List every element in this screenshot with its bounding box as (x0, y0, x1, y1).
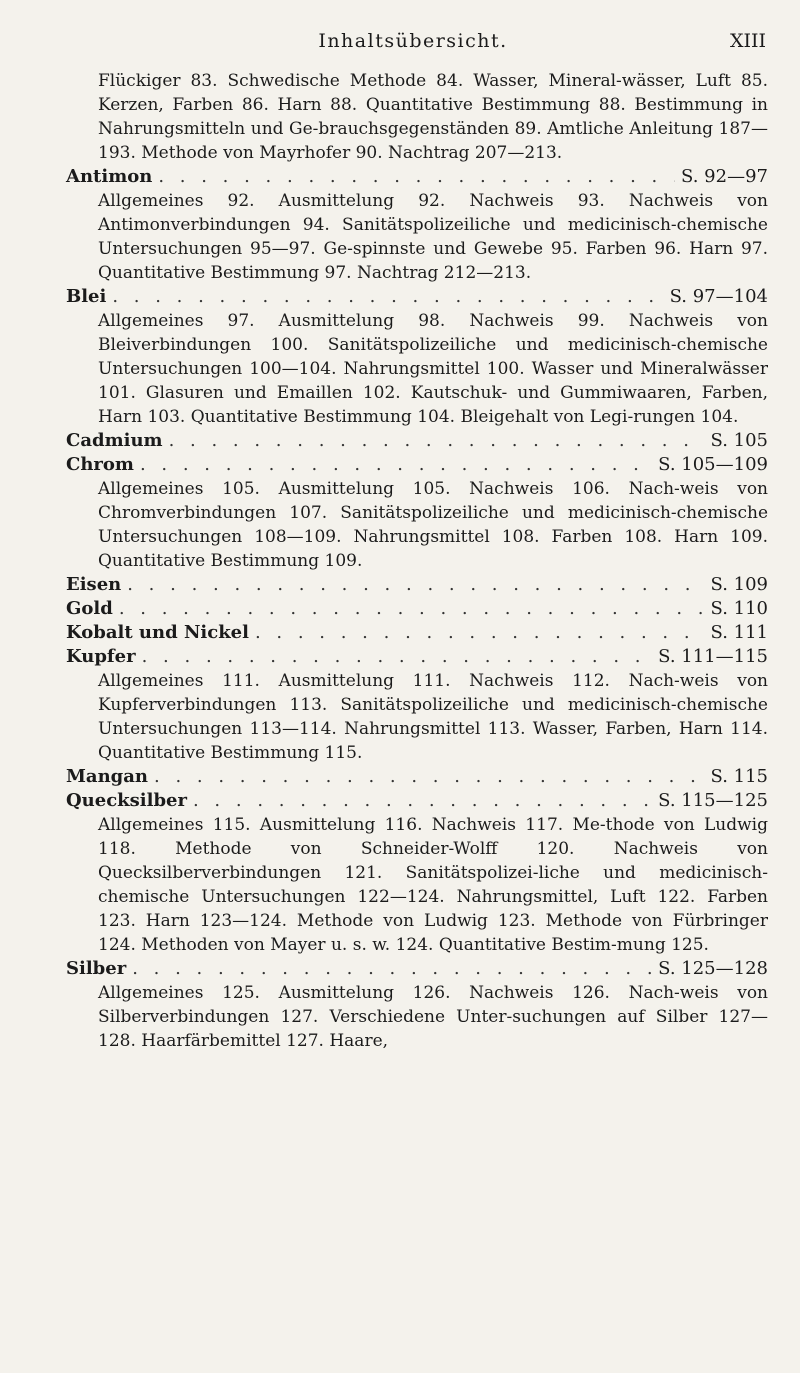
toc-entry (66, 285, 768, 429)
continued-paragraph (66, 69, 768, 165)
toc-entry-pages: S. 111 (710, 622, 768, 643)
toc-entry-description: Allgemeines 97. Ausmittelung 98. Nachweis 99. Nachweis von Bleiverbindungen 100. Sanitätspolizeiliche und medicinisch-chemische Untersuchungen 100—104. Nahrungsmittel 100. Wasser und Mineralwässer 101. Glasuren und Emaillen 102. Kautschuk- und Gummiwaaren, Farben, Harn 103. Quantitative Bestimmung 104. Bleigehalt von Legi-rungen 104. (98, 311, 768, 427)
page-header (60, 30, 766, 54)
toc-entry-line (66, 957, 768, 981)
toc-entry-label: Quecksilber (66, 790, 187, 811)
toc-entry-label: Kupfer (66, 646, 136, 667)
continued-text: Flückiger 83. Schwedische Methode 84. Wasser, Mineral-wässer, Luft 85. Kerzen, Farben 86. Harn 88. Quantitative Bestimmung 88. Bestimmung in Nahrungsmitteln und Ge-brauchsgegenständen 89. Amtliche Anleitung 187—193. Methode von Mayrhofer 90. Nachtrag 207—213. (98, 71, 768, 163)
dot-leader (119, 597, 705, 621)
dot-leader (154, 765, 704, 789)
toc-entry-label: Silber (66, 958, 127, 979)
toc-entry-pages: S. 125—128 (658, 958, 768, 979)
toc-entry-line (66, 645, 768, 669)
toc-entry-pages: S. 92—97 (681, 166, 768, 187)
toc-entry-description: Allgemeines 115. Ausmittelung 116. Nachweis 117. Me-thode von Ludwig 118. Methode von Schneider-Wolff 120. Nachweis von Quecksilberverbindungen 121. Sanitätspolizei-liche und medicinisch-chemische Untersuchungen 122—124. Nahrungsmittel, Luft 122. Farben 123. Harn 123—124. Methode von Ludwig 123. Methode von Fürbringer 124. Methoden von Mayer u. s. w. 124. Quantitative Bestim-mung 125. (98, 815, 768, 955)
toc-entry-description: Allgemeines 92. Ausmittelung 92. Nachweis 93. Nachweis von Antimonverbindungen 94. Sanitätspolizeiliche und medicinisch-chemische Untersuchungen 95—97. Ge-spinnste und Gewebe 95. Farben 96. Harn 97. Quantitative Bestimmung 97. Nachtrag 212—213. (98, 191, 768, 283)
toc-entry-label: Cadmium (66, 430, 163, 451)
toc-entry-description: Allgemeines 111. Ausmittelung 111. Nachweis 112. Nach-weis von Kupferverbindungen 113. Sanitätspolizeiliche und medicinisch-chemische Untersuchungen 113—114. Nahrungsmittel 113. Wasser, Farben, Harn 114. Quantitative Bestimmung 115. (98, 671, 768, 763)
toc-entry (66, 765, 768, 789)
toc-entry-label: Antimon (66, 166, 153, 187)
toc-entry-pages: S. 115 (710, 766, 768, 787)
toc-entry-pages: S. 109 (710, 574, 768, 595)
toc-entry (66, 621, 768, 645)
toc-entry-line (66, 429, 768, 453)
toc-entry (66, 645, 768, 765)
toc-entry (66, 453, 768, 573)
toc-entry-pages: S. 111—115 (658, 646, 768, 667)
toc-entry-label: Eisen (66, 574, 122, 595)
toc-entry (66, 165, 768, 285)
toc-entry-label: Mangan (66, 766, 149, 787)
toc-entry (66, 957, 768, 1053)
dot-leader (193, 789, 652, 813)
toc-entry (66, 573, 768, 597)
toc-entry-line (66, 765, 768, 789)
toc-entry-line (66, 165, 768, 189)
toc-entry-line (66, 285, 768, 309)
dot-leader (140, 453, 652, 477)
toc-entry-label: Chrom (66, 454, 134, 475)
toc-entry-label: Blei (66, 286, 107, 307)
toc-entry-pages: S. 110 (710, 598, 768, 619)
toc-entry (66, 789, 768, 957)
toc-content (66, 69, 768, 1053)
dot-leader (169, 429, 705, 453)
dot-leader (112, 285, 663, 309)
toc-entry-line (66, 789, 768, 813)
toc-entries (66, 165, 768, 1053)
dot-leader (255, 621, 705, 645)
toc-entry-pages: S. 105—109 (658, 454, 768, 475)
toc-entry-line (66, 597, 768, 621)
toc-entry (66, 429, 768, 453)
toc-entry-line (66, 621, 768, 645)
toc-entry-label: Kobalt und Nickel (66, 622, 249, 643)
toc-entry-description: Allgemeines 125. Ausmittelung 126. Nachweis 126. Nach-weis von Silberverbindungen 127. Verschiedene Unter-suchungen auf Silber 127—128. Haarfärbemittel 127. Haare, (98, 983, 768, 1051)
toc-entry-line (66, 573, 768, 597)
toc-entry-description: Allgemeines 105. Ausmittelung 105. Nachweis 106. Nach-weis von Chromverbindungen 107. Sanitätspolizeiliche und medicinisch-chemische Untersuchungen 108—109. Nahrungsmittel 108. Farben 108. Harn 109. Quantitative Bestimmung 109. (98, 479, 768, 571)
toc-entry-label: Gold (66, 598, 113, 619)
toc-entry-pages: S. 97—104 (669, 286, 768, 307)
toc-entry-pages: S. 115—125 (658, 790, 768, 811)
dot-leader (132, 957, 652, 981)
toc-entry (66, 597, 768, 621)
dot-leader (127, 573, 704, 597)
dot-leader (158, 165, 675, 189)
toc-entry-pages: S. 105 (710, 430, 768, 451)
toc-entry-line (66, 453, 768, 477)
dot-leader (142, 645, 653, 669)
page-number: XIII (729, 30, 766, 52)
running-title: Inhaltsübersicht. (318, 30, 508, 52)
